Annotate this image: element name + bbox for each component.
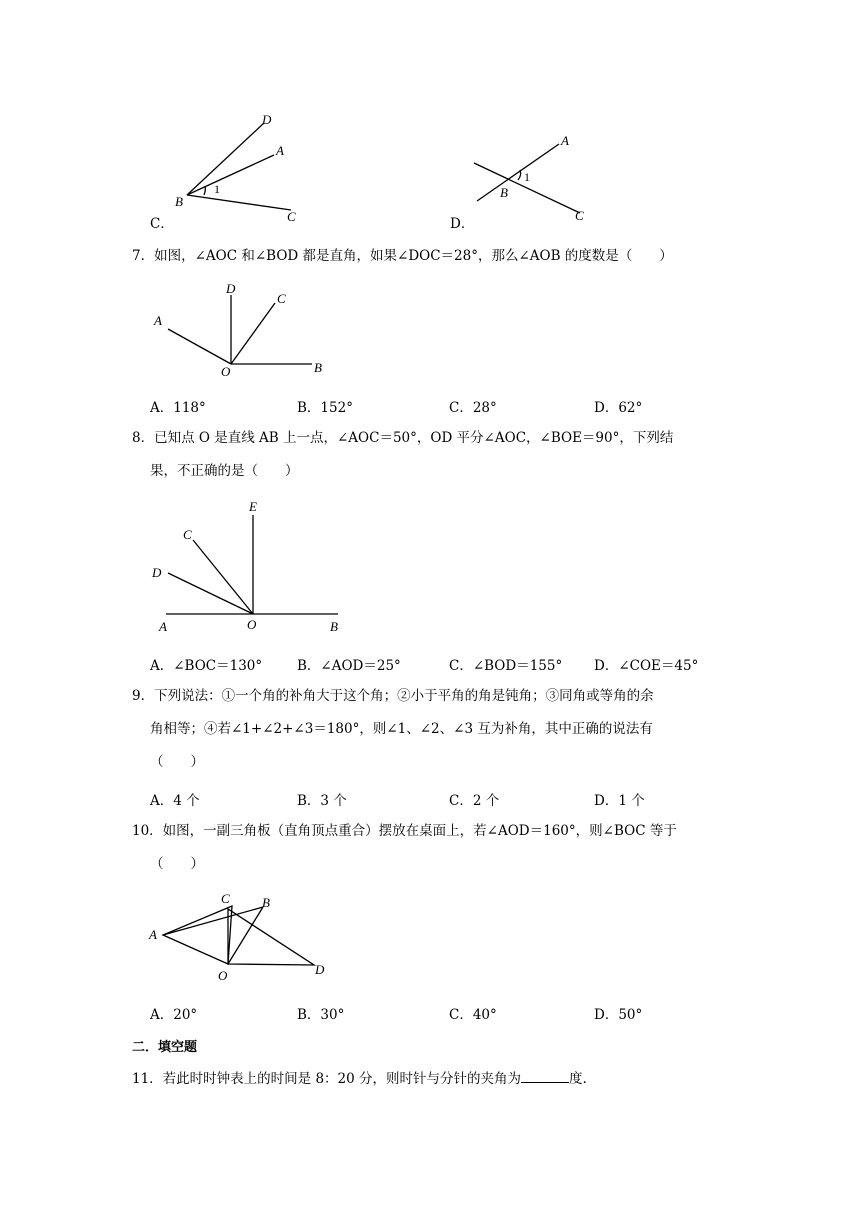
q8-option-a[interactable]: A．∠BOC＝130° (150, 658, 263, 674)
label-b: B (500, 185, 508, 200)
question-9-line1: 9．下列说法：①一个角的补角大于这个角；②小于平角的角是钝角；③同角或等角的余 (132, 688, 654, 704)
question-10-line1: 10．如图，一副三角板（直角顶点重合）摆放在桌面上，若∠AOD＝160°，则∠BOC 等于 (132, 823, 677, 839)
label-d: D (226, 281, 236, 296)
label-c: C (183, 527, 192, 542)
figure-q8 (145, 495, 360, 635)
figure-option-d (460, 125, 610, 230)
label-angle-1: 1 (524, 170, 530, 184)
label-o: O (221, 364, 231, 379)
label-angle-1: 1 (214, 182, 220, 196)
question-7-text: 7．如图，∠AOC 和∠BOD 都是直角，如果∠DOC＝28°，那么∠AOB 的度数是（ ） (132, 248, 673, 264)
q9-option-b[interactable]: B．3 个 (297, 793, 347, 809)
question-10-line2: （ ） (150, 856, 204, 872)
label-a: A (154, 313, 162, 328)
label-b: B (175, 194, 183, 209)
q10-option-a[interactable]: A．20° (150, 1007, 198, 1023)
section-title: 二．填空题 (132, 1040, 198, 1055)
q9-option-a[interactable]: A．4 个 (150, 793, 200, 809)
label-a: A (159, 619, 167, 634)
question-9-line3: （ ） (150, 754, 204, 770)
q9-option-c[interactable]: C．2 个 (449, 793, 500, 809)
label-c: C (221, 891, 230, 906)
label-c: C (287, 209, 296, 224)
label-a: A (149, 927, 157, 942)
question-8-line1: 8．已知点 O 是直线 AB 上一点，∠AOC＝50°，OD 平分∠AOC，∠BOE＝90°，下列结 (132, 430, 674, 446)
label-b: B (314, 360, 322, 375)
q10-option-b[interactable]: B．30° (297, 1007, 345, 1023)
q8-option-c[interactable]: C．∠BOD＝155° (449, 658, 563, 674)
label-c: C (277, 291, 286, 306)
figure-q7 (140, 275, 340, 385)
question-9-line2: 角相等；④若∠1+∠2+∠3＝180°，则∠1、∠2、∠3 互为补角，其中正确的说法有 (150, 721, 653, 737)
q7-option-d[interactable]: D．62° (594, 400, 643, 416)
option-c[interactable]: C． (150, 216, 174, 232)
label-d: D (262, 112, 272, 127)
option-d[interactable]: D． (450, 216, 475, 232)
q8-option-b[interactable]: B．∠AOD＝25° (297, 658, 401, 674)
label-d: D (315, 962, 325, 977)
question-11 (132, 1068, 587, 1090)
q7-option-a[interactable]: A．118° (150, 400, 206, 416)
answer-blank[interactable] (521, 1068, 569, 1083)
q10-option-c[interactable]: C．40° (449, 1007, 497, 1023)
q9-option-d[interactable]: D．1 个 (594, 793, 645, 809)
label-b: B (330, 619, 338, 634)
q7-option-b[interactable]: B．152° (297, 400, 353, 416)
label-o: O (247, 617, 257, 632)
label-d: D (152, 565, 162, 580)
label-e: E (249, 499, 257, 514)
figure-option-c (140, 100, 370, 230)
q10-option-d[interactable]: D．50° (594, 1007, 643, 1023)
label-a: A (276, 143, 284, 158)
q7-option-c[interactable]: C．28° (449, 400, 497, 416)
q8-option-d[interactable]: D．∠COE＝45° (594, 658, 699, 674)
question-11-suffix: 度. (569, 1071, 587, 1087)
question-11-text: 11．若此时时钟表上的时间是 8：20 分，则时针与分针的夹角为 (132, 1071, 522, 1087)
label-b: B (262, 895, 270, 910)
question-8-line2: 果，不正确的是（ ） (150, 463, 299, 479)
label-a: A (561, 133, 569, 148)
figure-q10 (140, 885, 360, 990)
label-o: O (218, 968, 228, 983)
label-c: C (575, 208, 584, 223)
